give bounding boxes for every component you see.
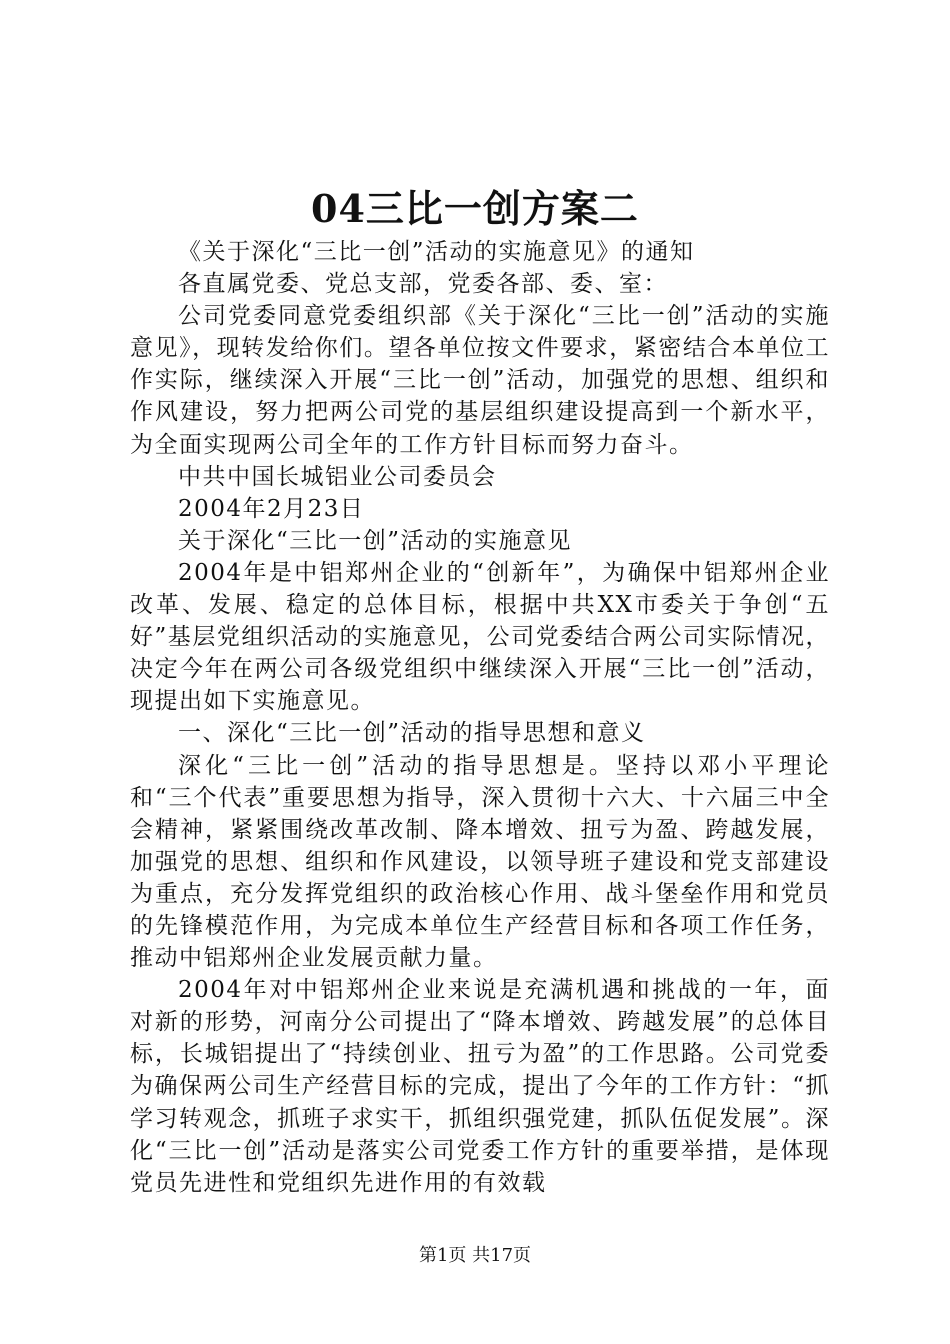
issue-date: 2004年2月23日	[178, 495, 365, 522]
notice-title: 《关于深化“三比一创”活动的实施意见》的通知	[178, 239, 695, 265]
document-body	[130, 236, 830, 1199]
opinion-title: 关于深化“三比一创”活动的实施意见	[178, 527, 573, 554]
significance-paragraph: 2004年对中铝郑州企业来说是充满机遇和挑战的一年，面对新的形势，河南分公司提出了“降本增效、跨越发展”的总体目标，长城铝提出了“持续创业、扭亏为盈”的工作思路。公司党委为确保两公司生产经营目标的完成，提出了今年的工作方针：“抓学习转观念，抓班子求实干，抓组织强党建，抓队伍促发展”。深化“三比一创”活动是落实公司党委工作方针的重要举措，是体现党员先进性和党组织先进作用的有效载	[130, 977, 830, 1196]
issuer-signature: 中共中国长城铝业公司委员会	[178, 463, 497, 490]
recipients-line: 各直属党委、党总支部，党委各部、委、室：	[178, 271, 668, 298]
page-number-footer: 第1页 共17页	[418, 1245, 532, 1266]
guiding-thought-paragraph: 深化“三比一创”活动的指导思想是。坚持以邓小平理论和“三个代表”重要思想为指导，深入贯彻十六大、十六届三中全会精神，紧紧围绕改革改制、降本增效、扭亏为盈、跨越发展，加强党的思想、组织和作风建设，以领导班子建设和党支部建设为重点，充分发挥党组织的政治核心作用、战斗堡垒作用和党员的先锋模范作用，为完成本单位生产经营目标和各项工作任务，推动中铝郑州企业发展贡献力量。	[130, 752, 830, 972]
notice-paragraph: 公司党委同意党委组织部《关于深化“三比一创”活动的实施意见》，现转发给你们。望各单位按文件要求，紧密结合本单位工作实际，继续深入开展“三比一创”活动，加强党的思想、组织和作风建设，努力把两公司党的基层组织建设提高到一个新水平，为全面实现两公司全年的工作方针目标而努力奋斗。	[130, 303, 830, 458]
intro-paragraph: 2004年是中铝郑州企业的“创新年”，为确保中铝郑州企业改革、发展、稳定的总体目标，根据中共XX市委关于争创“五好”基层党组织活动的实施意见，公司党委结合两公司实际情况，决定今年在两公司各级党组织中继续深入开展“三比一创”活动，现提出如下实施意见。	[130, 559, 830, 715]
section-heading-1: 一、深化“三比一创”活动的指导思想和意义	[178, 720, 646, 747]
document-title: 04三比一创方案二	[311, 186, 639, 231]
